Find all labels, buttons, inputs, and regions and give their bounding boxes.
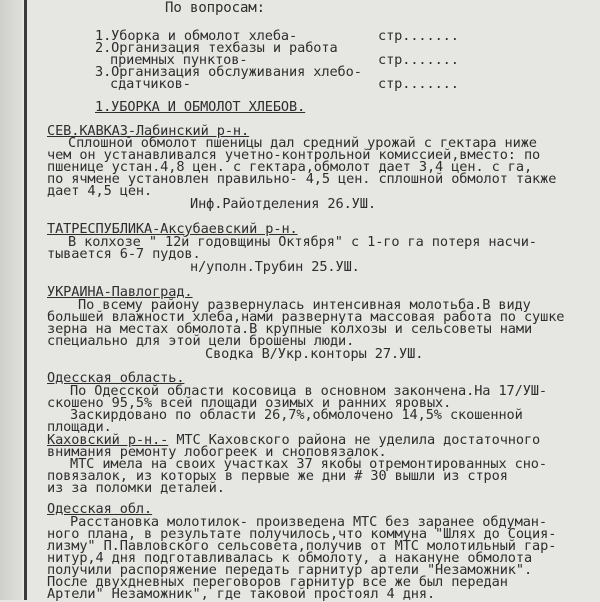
toc-page: стр....... <box>378 76 459 92</box>
text-line: В колхозе " 12й годовщины Октября" с 1-го га потеря насчи- <box>68 234 537 250</box>
toc-item: 2.Организация техбазы и работа <box>95 40 338 56</box>
source-note: Инф.Райотделения 26.УШ. <box>190 196 376 212</box>
text-line: МТС Каховского района не уделила достаточного <box>168 432 541 448</box>
text-line: Сплошной обмолот пшеницы дал средний урожай с гектара ниже <box>68 135 537 151</box>
text-line: большей влажности хлеба,нами развернута массовая работа по сушке <box>47 309 565 325</box>
text-line: Расстановка молотилок- произведена МТС без заранее обдуман- <box>70 514 547 530</box>
text-line: по ячмене установлен правильно- 4,5 цен. сплошной обмолот также <box>47 171 557 187</box>
text-line: повязалок, из которых в первые же дни # 30 вышли из строя <box>47 468 508 484</box>
text-line: По всему району развернулась интенсивная молотьба.В виду <box>78 297 531 313</box>
text-line: пшенице устан.4,8 цен. с гектара,обмолот дает 3,4 цен. с га, <box>47 159 533 175</box>
toc-item: 1.Уборка и обмолот хлеба- <box>95 28 298 44</box>
binding-line <box>24 0 27 600</box>
text-line: Заскирдовано по области 26,7%,обмолочено 14,5% скошенной <box>70 407 523 423</box>
toc-item: 3.Организация обслуживания хлебо- <box>95 64 362 80</box>
block-heading: ТАТРЕСПУБЛИКА-Аксубаевский р-н. <box>47 221 298 237</box>
block-heading: Одесская обл. <box>47 501 153 517</box>
text-line: После двухдневных переговоров гарнитур все же был передан <box>47 574 508 590</box>
page-edge <box>0 0 22 600</box>
section-title: 1.УБОРКА И ОБМОЛОТ ХЛЕБОВ. <box>95 99 306 115</box>
text-line: Артели" Незаможник", где таковой простоял 4 дня. <box>47 586 436 602</box>
toc-page: стр....... <box>378 28 459 44</box>
block-heading: Каховский р-н.- <box>47 432 169 448</box>
text-line: из за поломки деталей. <box>47 480 225 496</box>
block-heading: УКРАИНА-Павлоград. <box>47 284 193 300</box>
block-heading: СЕВ.КАВКАЗ-Лабинский р-н. <box>47 123 250 139</box>
toc-page: стр....... <box>378 52 459 68</box>
toc-heading: По вопросам: <box>165 0 265 16</box>
block-heading: Одесская область. <box>47 370 185 386</box>
text-line: площади. <box>47 419 112 435</box>
toc-item: приемных пунктов- <box>110 52 248 68</box>
text-line: нитур,4 дня подготавливалась к обмолоту, а накануне обмолота <box>47 550 533 566</box>
text-line: чем он устанавливался учетно-контрольной комиссией,вместо: по <box>47 147 541 163</box>
text-line: специально для этой цели брошены люди. <box>47 333 355 349</box>
text-line: дает 4,5 цен. <box>47 183 153 199</box>
text-line: лизму" П.Павловского сельсовета,получив от МТС молотильный гар- <box>47 538 557 554</box>
text-line: зерна на местах обмолота.В крупные колхозы и сельсоветы нами <box>47 321 533 337</box>
text-line: внимания ремонту лобогреек и сноповязалок. <box>47 444 387 460</box>
text-line: МТС имела на своих участках 37 якобы отремонтированных сно- <box>70 456 547 472</box>
text-line: ного плана, в результате получилось,что коммуна "Шлях до Соция- <box>47 526 557 542</box>
text-line: По Одесской области косовица в основном закончена.На 17/УШ- <box>70 383 547 399</box>
text-line: получили распоряжение передать гарнитур артели "Незаможник". <box>47 562 533 578</box>
source-note: Сводка В/Укр.конторы 27.УШ. <box>205 346 424 362</box>
text-line: скошено 95,5% всей площади озимых и ранних яровых. <box>47 395 452 411</box>
toc-item: сдатчиков- <box>110 76 191 92</box>
source-note: н/уполн.Трубин 25.УШ. <box>190 259 360 275</box>
text-line: тывается 6-7 пудов. <box>47 246 201 262</box>
